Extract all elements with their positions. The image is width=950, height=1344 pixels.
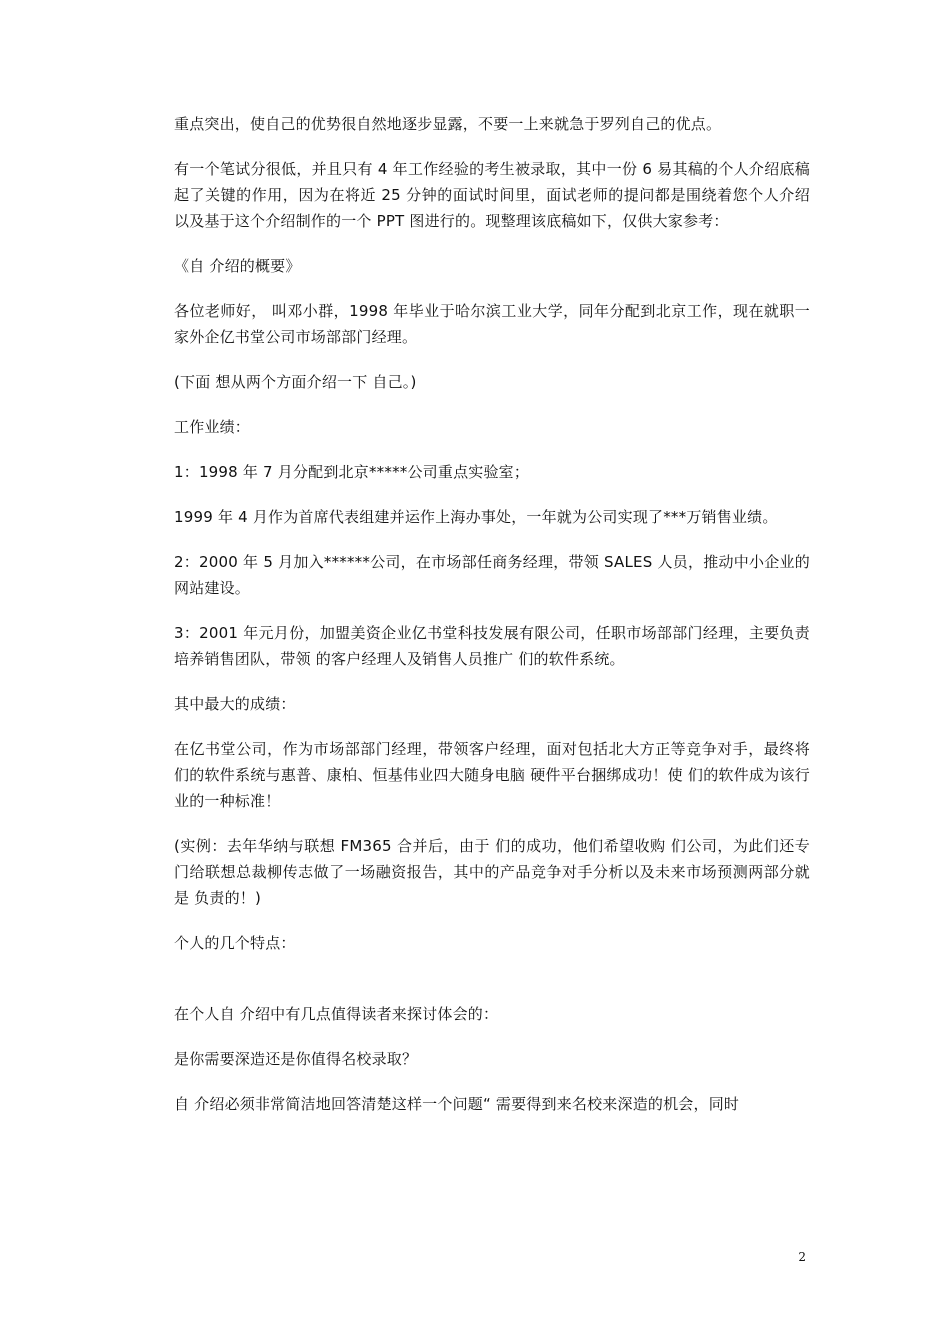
paragraph-achievement: 在亿书堂公司，作为市场部部门经理，带领客户经理，面对包括北大方正等竞争对手，最终将 们的软件系统与惠普、康柏、恒基伟业四大随身电脑 硬件平台捆绑成功！使 们的软件成为该行业的一种标准！ — [174, 740, 810, 810]
paragraph-intro: (下面 想从两个方面介绍一下 自己。) — [174, 373, 417, 391]
paragraph-final: 自 介绍必须非常简洁地回答清楚这样一个问题“ 需要得到来名校来深造的机会，同时 — [174, 1095, 740, 1113]
heading-biggest-achievement: 其中最大的成绩： — [174, 695, 296, 713]
heading-personal-traits: 个人的几个特点： — [174, 934, 296, 952]
paragraph-2: 有一个笔试分很低，并且只有 4 年工作经验的考生被录取，其中一份 6 易其稿的个人介绍底稿起了关键的作用，因为在将近 25 分钟的面试时间里，面试老师的提问都是围绕着您个人介绍以及基于这个介绍制作的一个 PPT 图进行的。现整理该底稿如下，仅供大家参考： — [174, 160, 810, 230]
work-item-2: 2：2000 年 5 月加入******公司，在市场部任商务经理，带领 SALES 人员，推动中小企业的网站建设。 — [174, 553, 810, 597]
work-item-3: 3：2001 年元月份，加盟美资企业亿书堂科技发展有限公司，任职市场部部门经理，主要负责培养销售团队，带领 的客户经理人及销售人员推广 们的软件系统。 — [174, 624, 810, 668]
paragraph-1: 重点突出，使自己的优势很自然地逐步显露，不要一上来就急于罗列自己的优点。 — [174, 115, 722, 133]
page-number: 2 — [798, 1250, 806, 1264]
paragraph-greeting: 各位老师好， 叫邓小群，1998 年毕业于哈尔滨工业大学，同年分配到北京工作，现在就职一家外企亿书堂公司市场部部门经理。 — [174, 302, 810, 346]
paragraph-question: 是你需要深造还是你值得名校录取？ — [174, 1050, 418, 1068]
paragraph-discussion: 在个人自 介绍中有几点值得读者来探讨体会的： — [174, 1005, 499, 1023]
work-item-1: 1：1998 年 7 月分配到北京*****公司重点实验室； — [174, 463, 530, 481]
heading-work-performance: 工作业绩： — [174, 418, 251, 436]
document-body — [174, 111, 810, 1136]
section-title: 《自 介绍的概要》 — [174, 257, 301, 275]
work-item-1b: 1999 年 4 月作为首席代表组建并运作上海办事处，一年就为公司实现了***万销售业绩。 — [174, 508, 778, 526]
paragraph-example: (实例：去年华纳与联想 FM365 合并后，由于 们的成功，他们希望收购 们公司，为此们还专门给联想总裁柳传志做了一场融资报告，其中的产品竞争对手分析以及未来市场预测两部分就是 负责的！) — [174, 837, 810, 907]
